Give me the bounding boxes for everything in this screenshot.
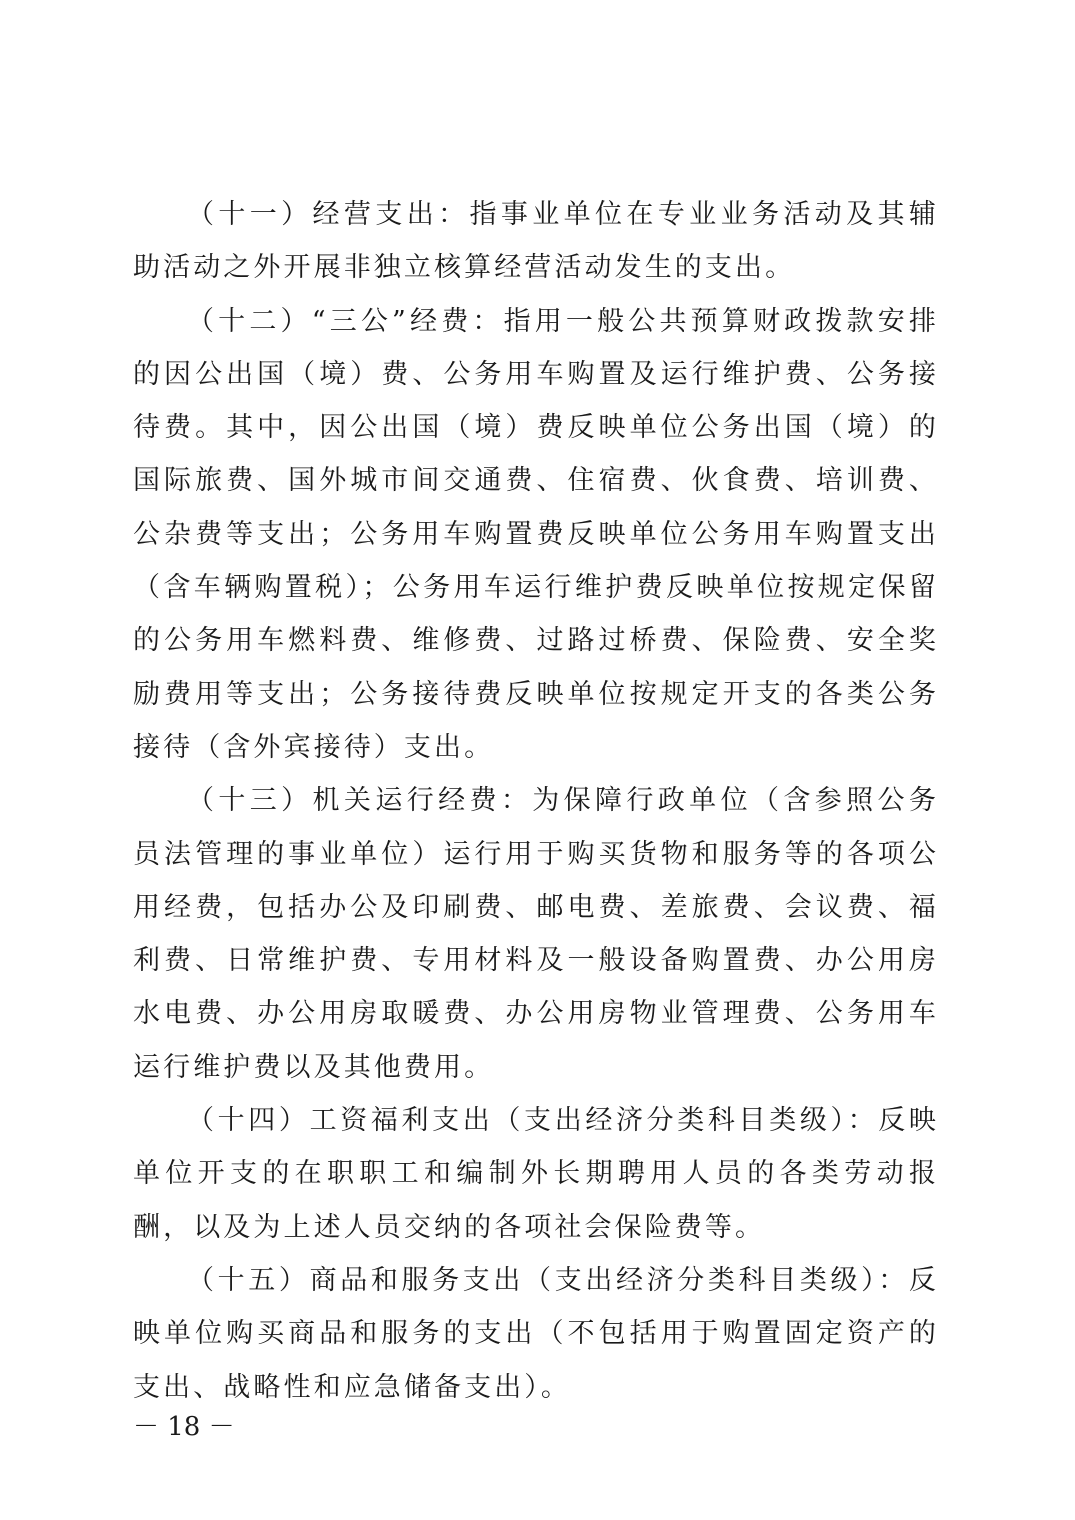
paragraph-goods-services-expenditure: （十五）商品和服务支出（支出经济分类科目类级）：反映单位购买商品和服务的支出（不包括用于购置固定资产的支出、战略性和应急储备支出）。 bbox=[133, 1264, 939, 1403]
paragraph-three-public-funds: （十二）“三公”经费：指用一般公共预算财政拨款安排的因公出国（境）费、公务用车购置及运行维护费、公务接待费。其中，因公出国（境）费反映单位公务出国（境）的国际旅费、国外城市间交通费、住宿费、伙食费、培训费、公杂费等支出；公务用车购置费反映单位公务用车购置支出（含车辆购置税）；公务用车运行维护费反映单位按规定保留的公务用车燃料费、维修费、过路过桥费、保险费、安全奖励费用等支出；公务接待费反映单位按规定开支的各类公务接待（含外宾接待）支出。 bbox=[133, 305, 939, 763]
document-body bbox=[133, 188, 939, 1414]
paragraph-agency-operating-funds: （十三）机关运行经费：为保障行政单位（含参照公务员法管理的事业单位）运行用于购买货物和服务等的各项公用经费，包括办公及印刷费、邮电费、差旅费、会议费、福利费、日常维护费、专用材料及一般设备购置费、办公用房水电费、办公用房取暖费、办公用房物业管理费、公务用车运行维护费以及其他费用。 bbox=[133, 785, 939, 1083]
paragraph-wage-welfare-expenditure: （十四）工资福利支出（支出经济分类科目类级）：反映单位开支的在职职工和编制外长期聘用人员的各类劳动报酬，以及为上述人员交纳的各项社会保险费等。 bbox=[133, 1105, 939, 1243]
paragraph-operating-expenditure: （十一）经营支出：指事业单位在专业业务活动及其辅助活动之外开展非独立核算经营活动发生的支出。 bbox=[133, 199, 939, 284]
page-number: － 18 － bbox=[133, 1412, 235, 1442]
